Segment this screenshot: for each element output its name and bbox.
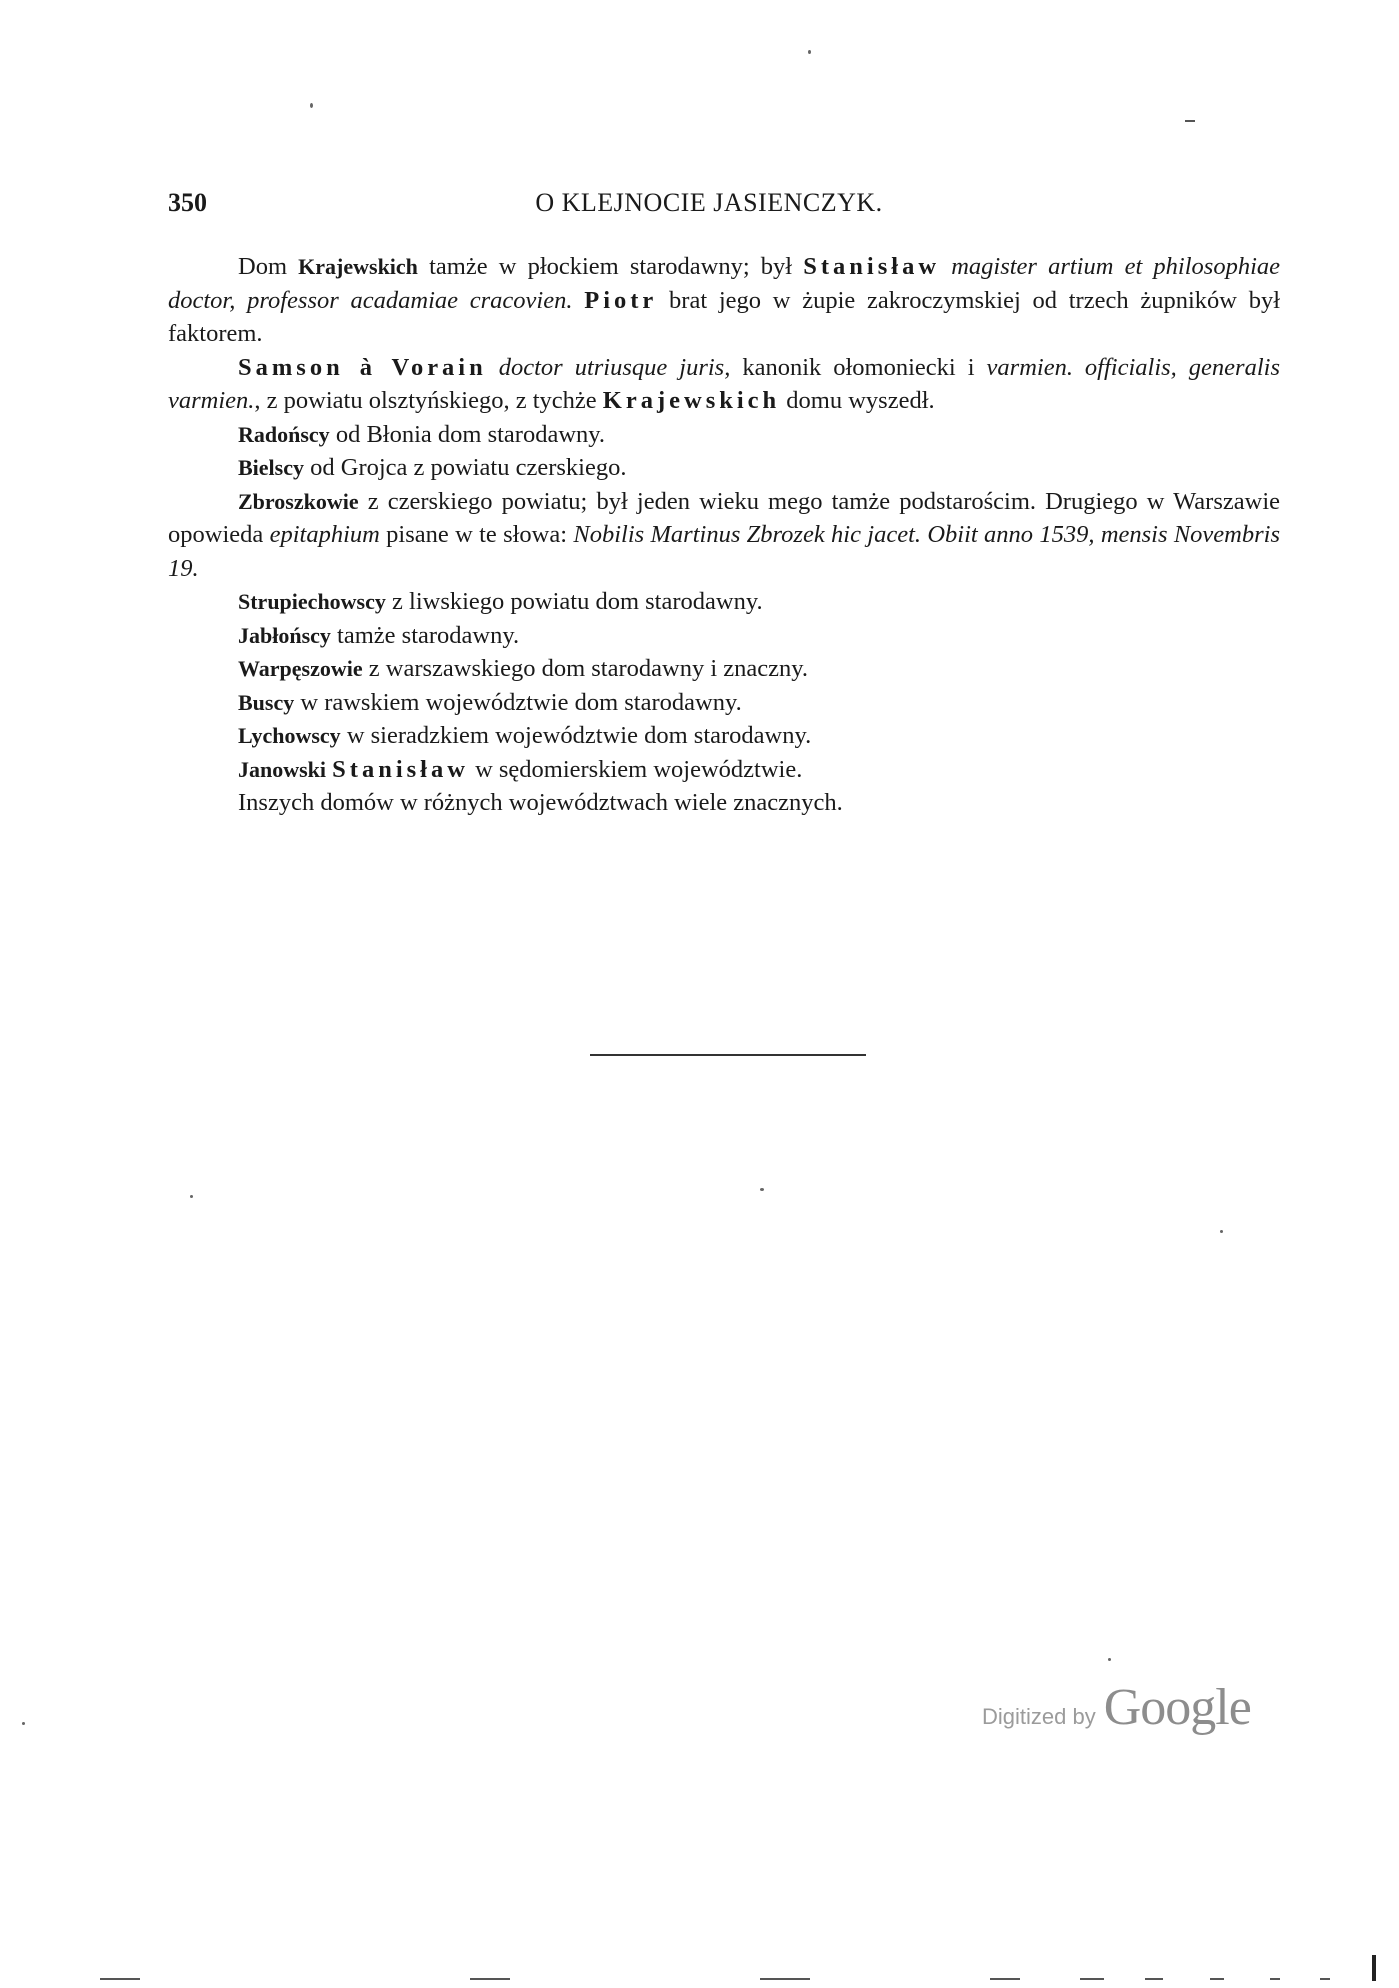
scan-speck [1080, 1978, 1104, 1980]
scan-speck [1210, 1978, 1224, 1980]
text-run: pisane w te słowa: [379, 521, 574, 548]
scan-speck [1185, 120, 1195, 122]
body-text [168, 250, 1280, 820]
text-run [940, 253, 951, 280]
family-name: Warpęszowie [238, 656, 363, 681]
latin-phrase: doctor utriusque juris, [498, 353, 731, 381]
family-name: Strupiechowscy [238, 589, 386, 614]
paragraph [168, 652, 1280, 686]
person-name: Piotr [584, 286, 658, 314]
paragraph [168, 686, 1280, 720]
paragraph [168, 451, 1280, 485]
page-number: 350 [168, 188, 207, 217]
scan-speck [1108, 1658, 1111, 1661]
text-run: , z powiatu olsztyńskiego, z tychże [254, 387, 603, 414]
scan-speck [470, 1978, 510, 1980]
text-run: z czerskiego powiatu; był jeden wieku mego tamże podstarościm. Drugiego w Warszawie opowieda [168, 487, 1280, 548]
person-name: Stanisław [332, 755, 469, 783]
scan-speck [990, 1978, 1020, 1980]
text-run: Dom [238, 253, 299, 280]
latin-phrase: Nobilis Martinus Zbrozek hic jacet. Obiit anno 1539, mensis Novembris 19. [168, 521, 1280, 582]
text-run: Inszych domów w różnych województwach wiele znacznych. [238, 789, 843, 816]
scan-speck [1220, 1230, 1223, 1233]
text-run: tamże w płockiem starodawny; był [417, 253, 804, 280]
paragraph [168, 351, 1280, 418]
text-run: w rawskiem województwie dom starodawny. [294, 688, 742, 716]
person-name: Krajewskich [602, 387, 781, 414]
paragraph [168, 753, 1280, 787]
text-run: od Błonia dom starodawny. [329, 420, 606, 448]
scan-speck [1320, 1978, 1330, 1980]
paragraph [168, 250, 1280, 351]
section-end-rule [590, 1054, 866, 1056]
family-name: Janowski [238, 756, 327, 782]
family-name: Bielscy [238, 455, 304, 480]
text-run: w sędomierskiem województwie. [468, 755, 803, 783]
paragraph [168, 719, 1280, 753]
text-run: tamże starodawny. [330, 621, 520, 649]
person-name: Stanisław [803, 253, 941, 280]
text-run: brat jego w żupie zakroczymskiej od trzech żupników był faktorem. [168, 286, 1281, 347]
latin-phrase: magister artium et philosophiae doctor, professor acadamiae cracovien. [168, 253, 1281, 314]
person-name: Samson à Vorain [238, 353, 487, 381]
paragraph [168, 485, 1280, 586]
text-run [572, 287, 584, 314]
scan-speck [190, 1195, 193, 1198]
paragraph [168, 585, 1280, 619]
family-name: Radońscy [238, 421, 330, 447]
google-logo: Google [1103, 1679, 1251, 1736]
text-run: domu wyszedł. [780, 387, 935, 414]
paragraph [168, 619, 1280, 653]
scan-speck [760, 1978, 810, 1980]
text-run: z warszawskiego dom starodawny i znaczny. [362, 655, 809, 682]
text-run: w sieradzkiem województwie dom starodawny. [340, 722, 812, 749]
family-name: Lychowscy [238, 723, 341, 748]
paragraph [168, 418, 1280, 452]
family-name: Krajewskich [298, 254, 418, 279]
text-run: od Grojca z powiatu czerskiego. [304, 454, 627, 481]
scan-speck [100, 1978, 140, 1980]
latin-phrase: epitaphium [269, 521, 380, 548]
scan-speck [1270, 1978, 1280, 1980]
digitized-by-watermark [982, 1678, 1251, 1738]
text-run [487, 354, 499, 381]
scan-speck [22, 1722, 25, 1725]
scan-speck [1145, 1978, 1163, 1980]
family-name: Buscy [238, 689, 295, 715]
family-name: Jabłońscy [238, 622, 331, 648]
latin-phrase: varmien. officialis, generalis varmien. [168, 353, 1280, 414]
scan-speck [808, 50, 811, 54]
digitized-label: Digitized by [982, 1704, 1096, 1729]
family-name: Zbroszkowie [238, 488, 359, 514]
scan-corner-mark [1372, 1955, 1376, 1981]
text-run: kanonik ołomoniecki i [730, 353, 987, 381]
scan-speck [310, 103, 313, 108]
text-run: z liwskiego powiatu dom starodawny. [385, 588, 763, 615]
page-header [168, 188, 1250, 228]
scan-speck [760, 1188, 764, 1191]
paragraph [168, 786, 1280, 820]
running-title: O KLEJNOCIE JASIENCZYK. [535, 188, 883, 217]
